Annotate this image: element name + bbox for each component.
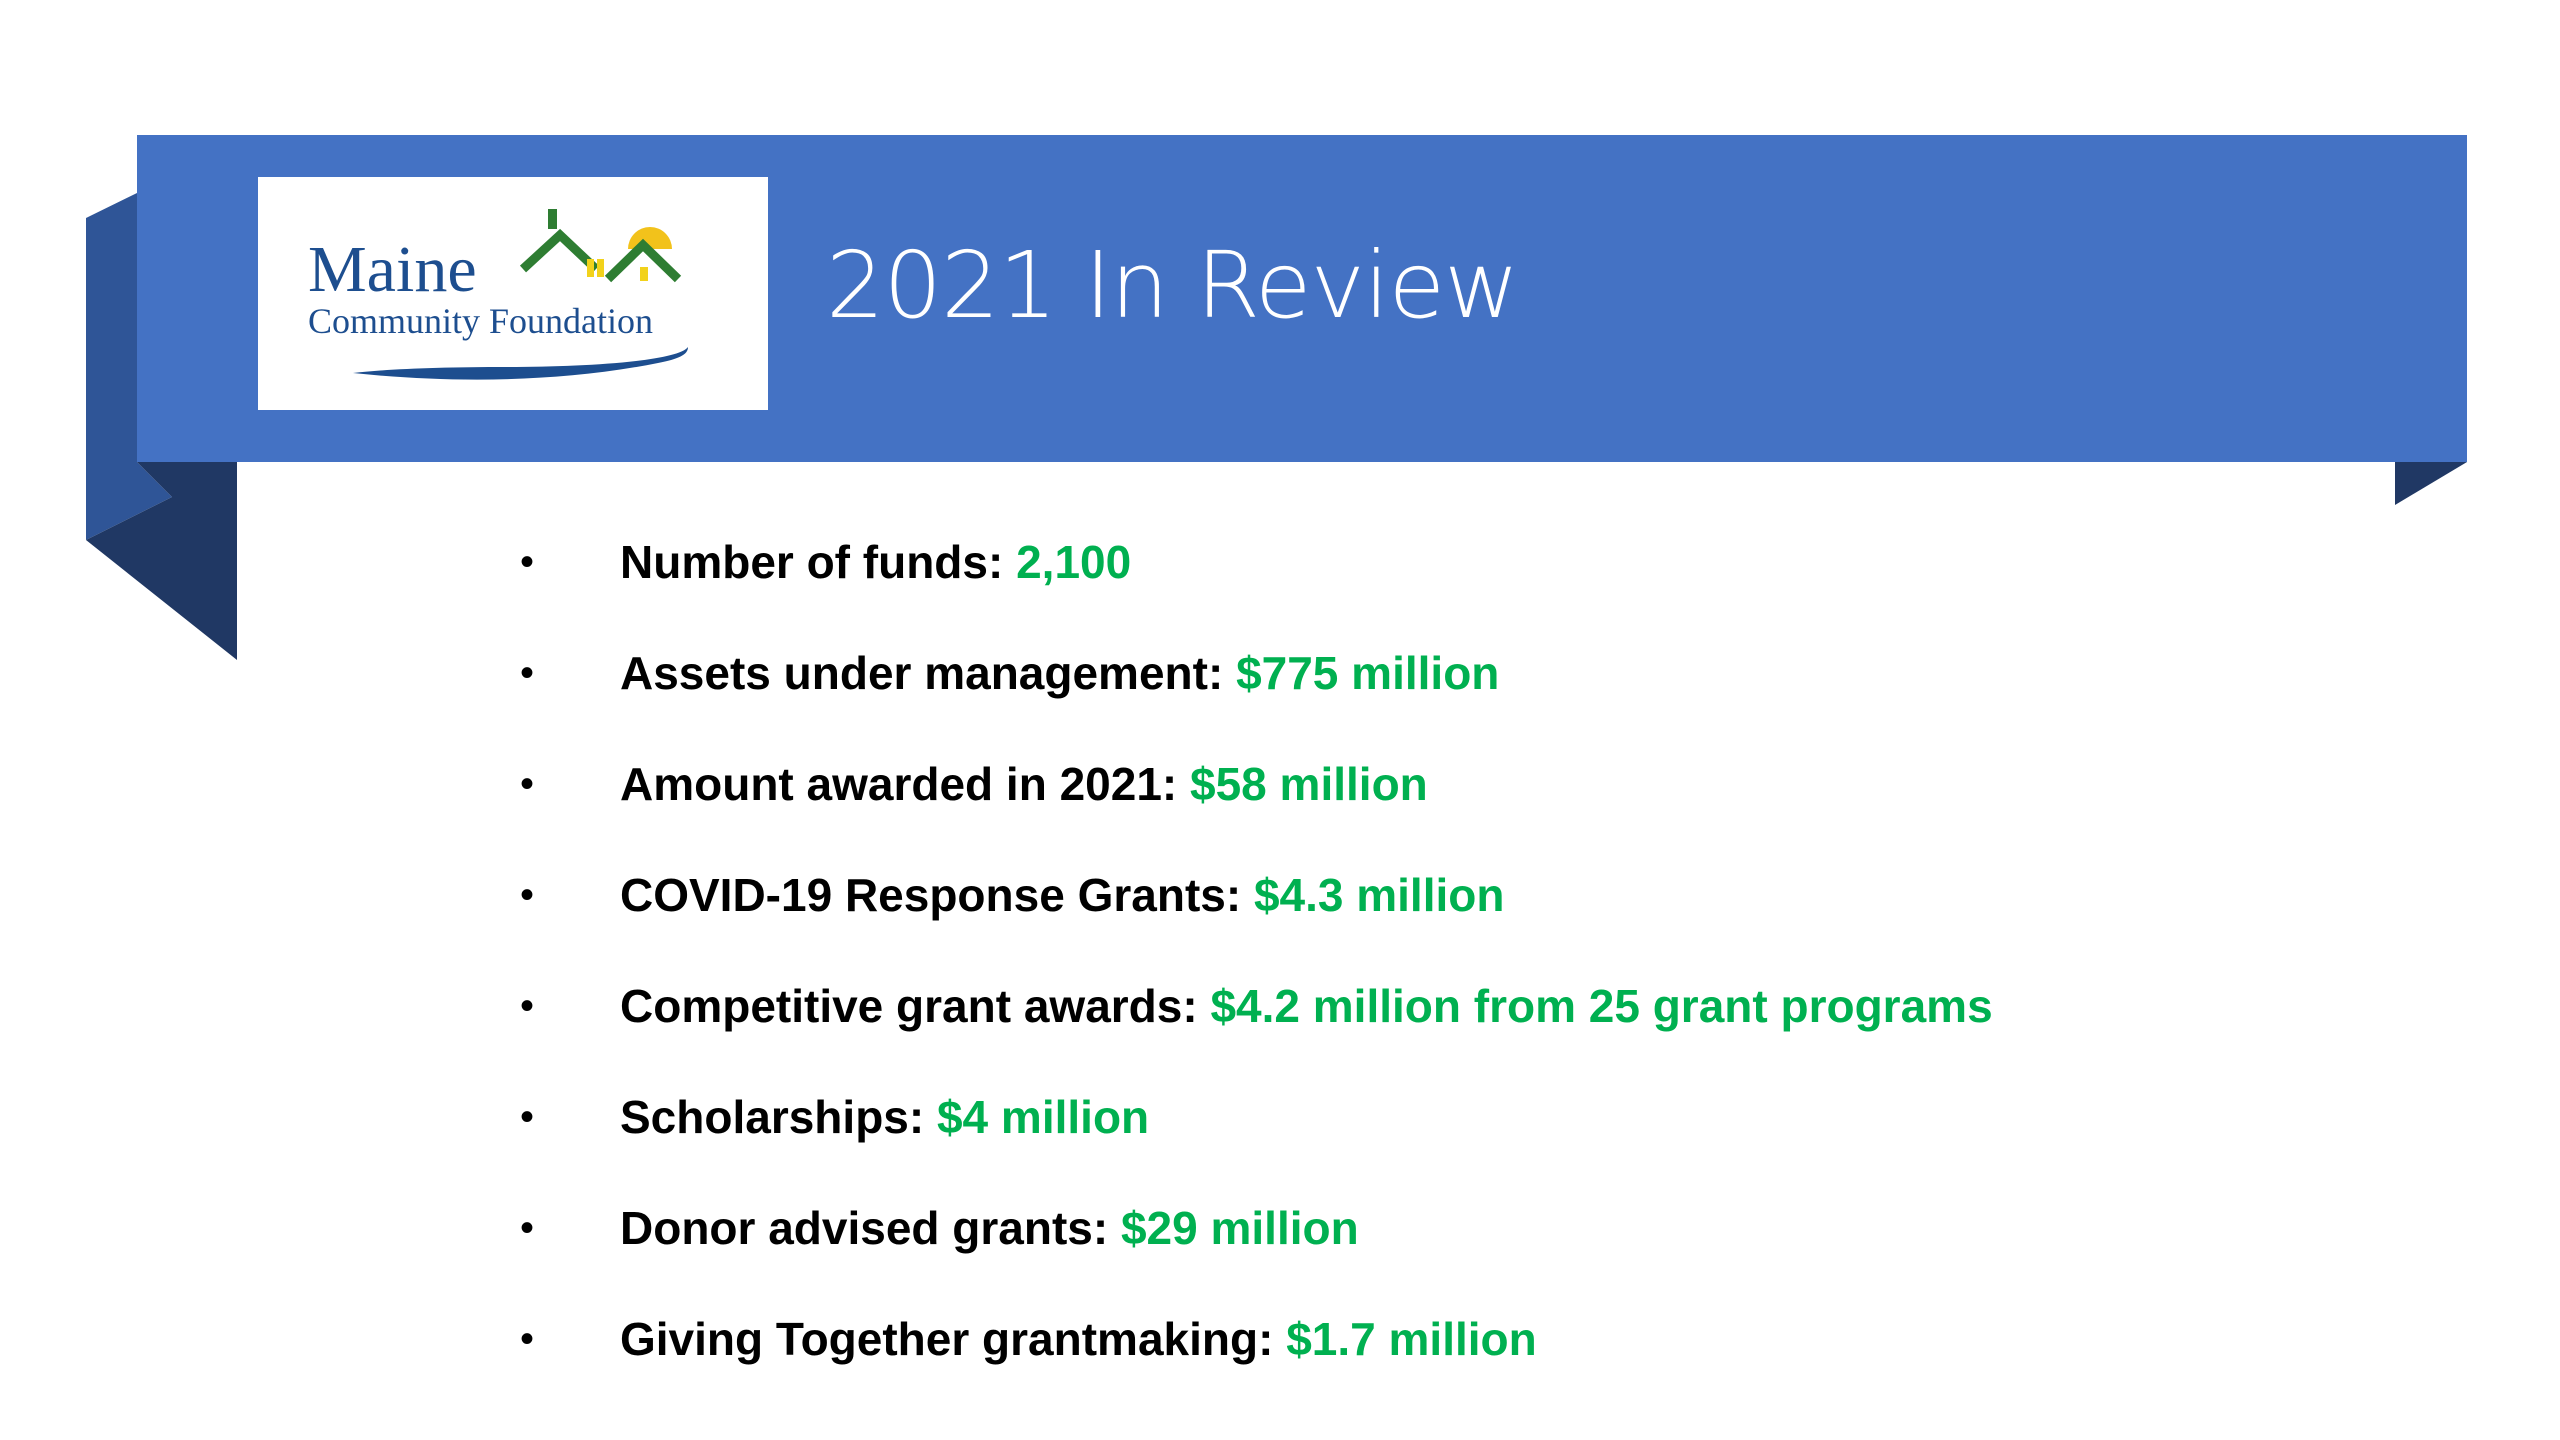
stat-item-giving-together xyxy=(520,1304,2420,1415)
stat-item-covid-grants xyxy=(520,860,2420,971)
stat-item-scholarships xyxy=(520,1082,2420,1193)
stat-label: Scholarships: xyxy=(620,1091,937,1143)
bullet-icon: • xyxy=(520,651,535,695)
ribbon-right-fold xyxy=(2395,462,2467,505)
stat-value: $29 million xyxy=(1120,1202,1359,1254)
stat-value: 2,100 xyxy=(1016,536,1132,588)
maine-community-foundation-logo xyxy=(258,177,768,410)
bullet-icon: • xyxy=(520,984,535,1028)
bullet-icon: • xyxy=(520,1317,535,1361)
stat-value: $4 million xyxy=(936,1091,1150,1143)
stat-value: $58 million xyxy=(1190,758,1428,810)
stat-item-number-of-funds xyxy=(520,527,2420,638)
stat-item-amount-awarded xyxy=(520,749,2420,860)
stat-item-donor-advised xyxy=(520,1193,2420,1304)
logo-wordmark-maine: Maine xyxy=(308,233,477,306)
stat-value: $1.7 million xyxy=(1286,1313,1537,1365)
bullet-icon: • xyxy=(520,1206,535,1250)
logo-wordmark-community-foundation: Community Foundation xyxy=(308,301,654,341)
stat-value: $775 million xyxy=(1236,647,1500,699)
stat-label: Competitive grant awards: xyxy=(620,980,1211,1032)
stat-label: Amount awarded in 2021: xyxy=(620,758,1191,810)
stat-label: Assets under management: xyxy=(620,647,1237,699)
stat-item-competitive-grants xyxy=(520,971,2420,1082)
stat-item-assets xyxy=(520,638,2420,749)
bullet-icon: • xyxy=(520,873,535,917)
stat-label: Number of funds: xyxy=(620,536,1017,588)
stat-value: $4.3 million xyxy=(1253,869,1505,921)
stat-label: Giving Together grantmaking: xyxy=(620,1313,1287,1365)
slide-title: 2021 In Review xyxy=(826,232,1519,339)
bullet-icon: • xyxy=(520,540,535,584)
bullet-icon: • xyxy=(520,762,535,806)
stats-list xyxy=(520,527,2420,1415)
bullet-icon: • xyxy=(520,1095,535,1139)
stat-label: COVID-19 Response Grants: xyxy=(620,869,1254,921)
stat-value: $4.2 million from 25 grant programs xyxy=(1210,980,1993,1032)
stat-label: Donor advised grants: xyxy=(620,1202,1121,1254)
